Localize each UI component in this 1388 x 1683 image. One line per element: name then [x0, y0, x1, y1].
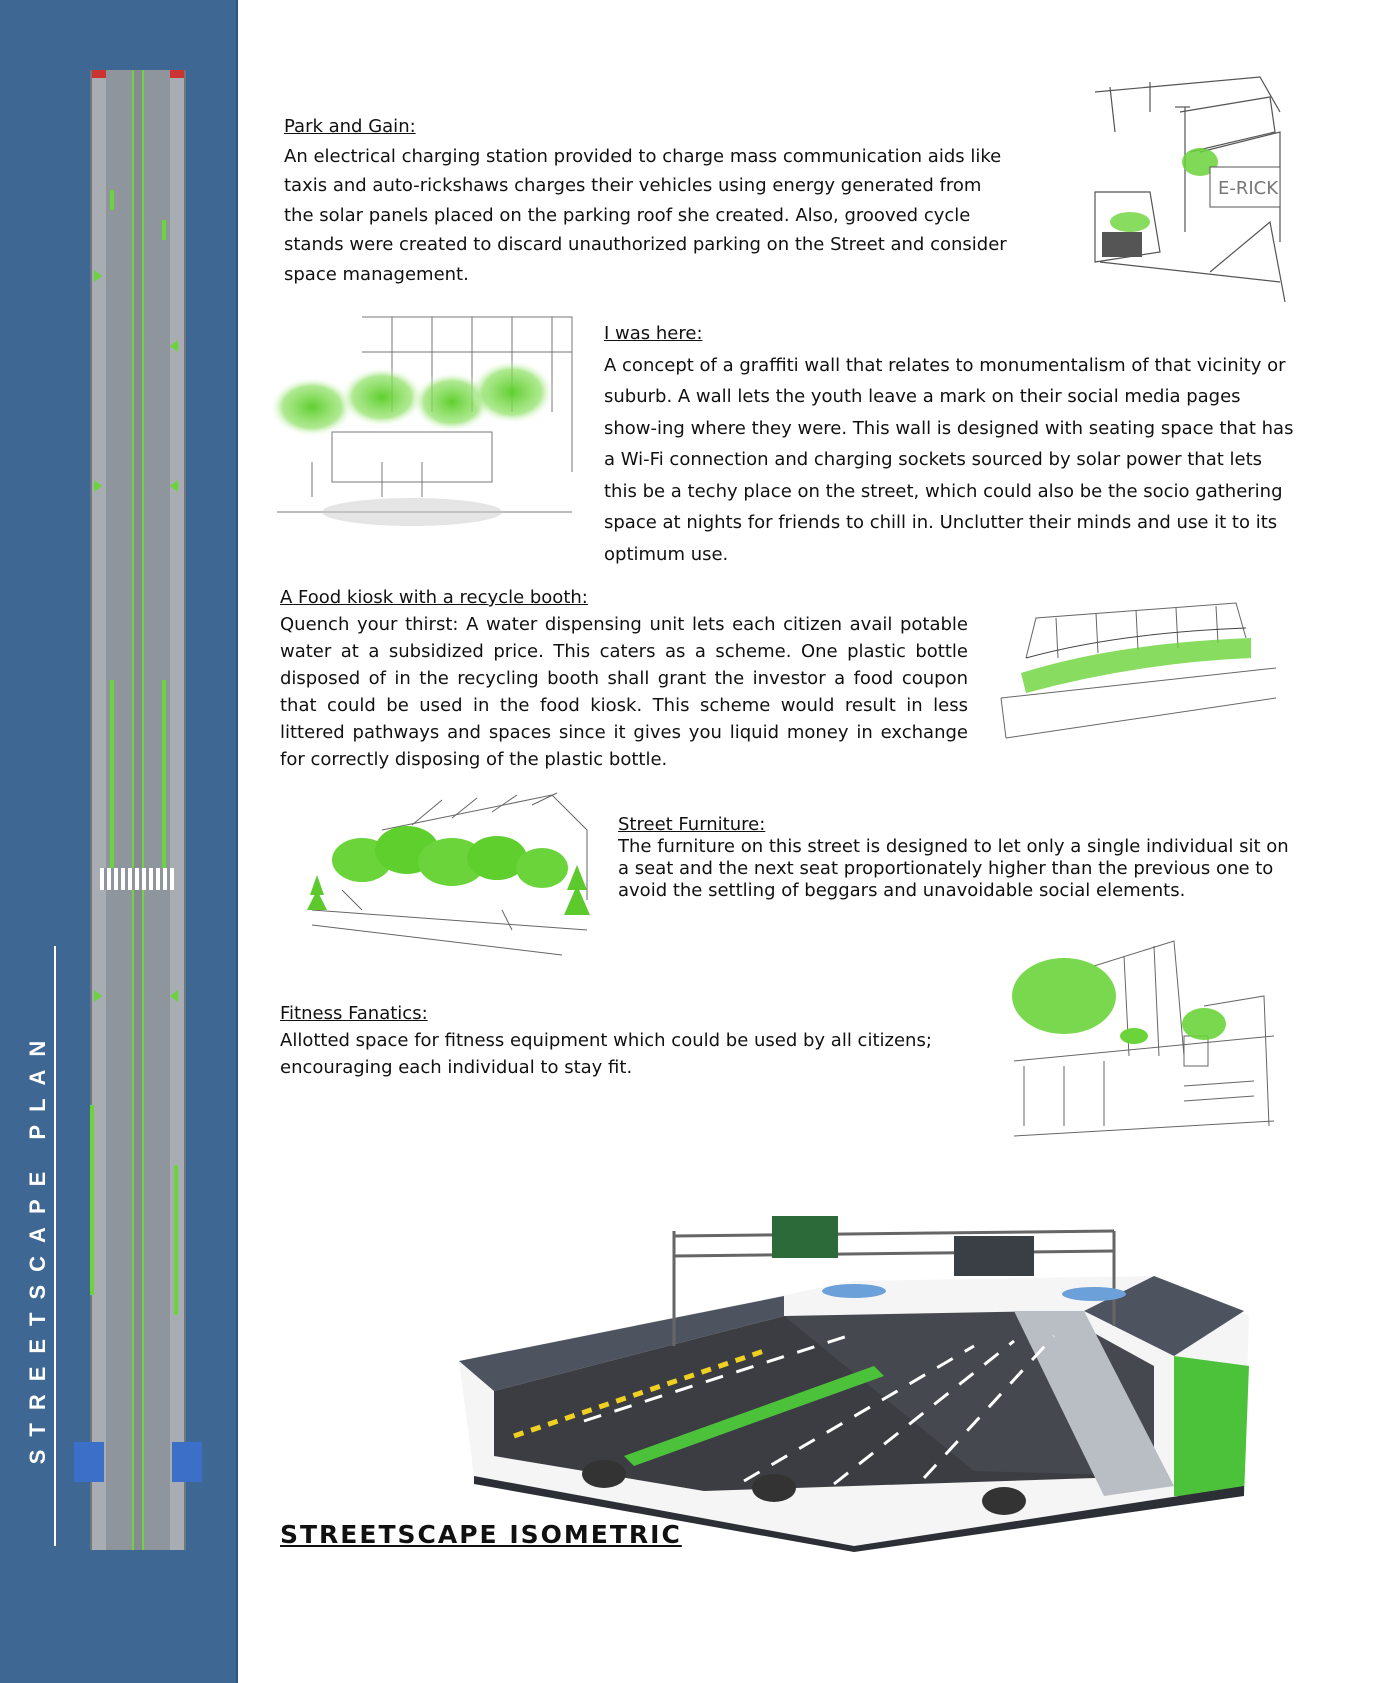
section-food-kiosk: [280, 584, 968, 773]
section-body: The furniture on this street is designed to let only a single individual sit on a seat and the next seat proportionately higher than the previous one to avoid the settling of beggars and unavoidable social elements.: [618, 836, 1289, 901]
section-park-and-gain: [284, 112, 1008, 289]
zebra-crossing: [100, 868, 174, 890]
section-body: An electrical charging station provided to charge mass communication aids like taxis and auto-rickshaws charges their vehicles using energy generated from the solar panels placed on the parking roof she created. Also, grooved cycle stands were created to discard unauthorized parking on the Street and consider space management.: [284, 145, 1007, 285]
title-rule: [54, 946, 56, 1546]
section-heading: Street Furniture:: [618, 814, 766, 835]
section-heading: I was here:: [604, 323, 703, 344]
section-body: Quench your thirst: A water dispensing unit lets each citizen avail potable water at a subsidized price. This caters as a scheme. One plastic bottle disposed of in the recycling booth shall grant the investor a food coupon that could be used in the food kiosk. This scheme would result in less littered pathways and spaces since it gives you liquid money in exchange for correctly disposing of the plastic bottle.: [280, 614, 968, 770]
e-rick-sign: E-RICK: [1218, 178, 1279, 199]
food-kiosk-sketch: [996, 598, 1278, 748]
section-street-furniture: [618, 814, 1298, 902]
streetscape-isometric-render: [454, 1216, 1250, 1552]
street-plan-drawing: [90, 70, 186, 1550]
section-fitness-fanatics: [280, 1000, 960, 1081]
section-body: A concept of a graffiti wall that relates to monumentalism of that vicinity or suburb. A wall lets the youth leave a mark on their social media pages show-ing where they were. This wall is designed with seating space that has a Wi-Fi connection and charging sockets sourced by solar power that lets this be a techy place on the street, which could also be the socio gathering space at nights for friends to chill in. Unclutter their minds and use it to its optimum use.: [604, 354, 1294, 565]
section-body: Allotted space for fitness equipment which could be used by all citizens; encouraging each individual to stay fit.: [280, 1030, 932, 1078]
vertical-title-text: STREETSCAPE PLAN: [25, 1027, 50, 1465]
section-heading: Park and Gain:: [284, 116, 416, 137]
section-heading: A Food kiosk with a recycle booth:: [280, 587, 588, 608]
sidebar-divider: [236, 0, 238, 1683]
streetscape-plan-title: [24, 946, 52, 1546]
section-i-was-here: [604, 318, 1294, 570]
graffiti-wall-sketch: [272, 312, 580, 532]
section-heading: Fitness Fanatics:: [280, 1003, 428, 1024]
street-furniture-sketch: [302, 790, 592, 960]
fitness-area-sketch: [1004, 936, 1280, 1148]
charging-station-sketch: [1090, 72, 1290, 322]
isometric-title: STREETSCAPE ISOMETRIC: [280, 1520, 682, 1549]
